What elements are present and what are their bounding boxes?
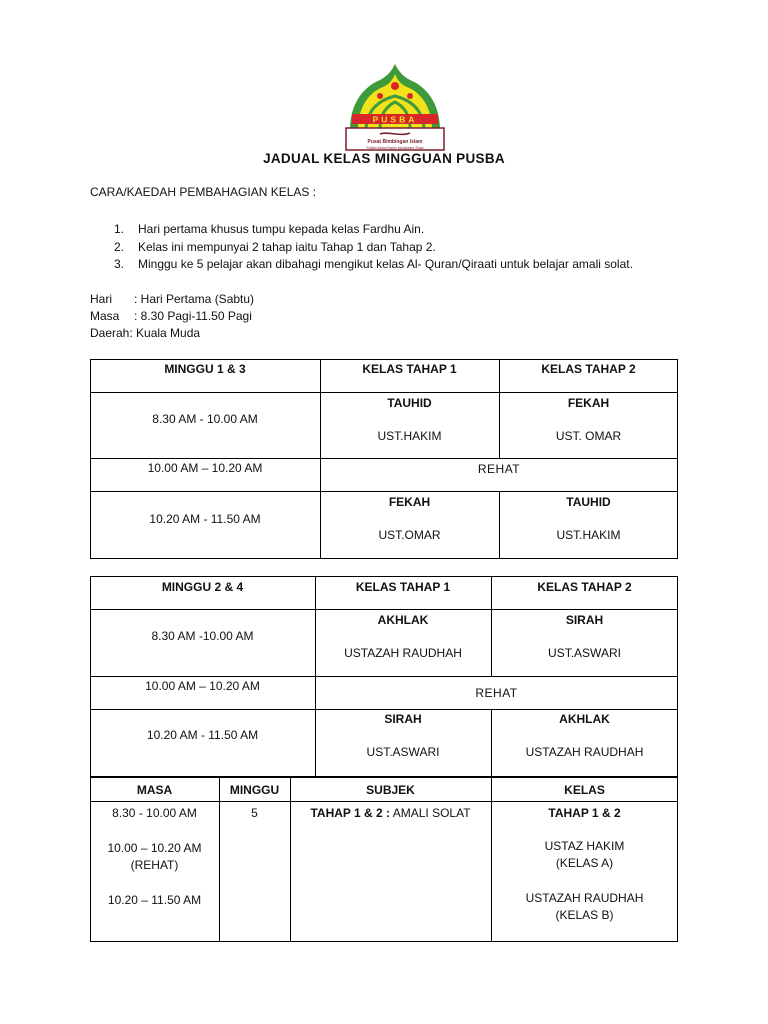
time-slot: 10.00 AM – 10.20 AM	[147, 461, 263, 475]
col-divider	[290, 776, 291, 942]
subject: TAUHID	[387, 396, 432, 410]
logo-subtitle1: Pusat Bimbingan Islam	[367, 139, 423, 145]
teacher: UST. OMAR	[555, 429, 622, 443]
col-divider	[219, 776, 220, 942]
time-slot: 10.00 AM – 10.20 AM	[145, 679, 260, 693]
masa-slot: 8.30 - 10.00 AM	[112, 806, 197, 820]
info-value: : 8.30 Pagi-11.50 Pagi	[134, 309, 252, 323]
subjek-level: TAHAP 1 & 2 :	[310, 806, 391, 820]
rule-item-3	[114, 257, 633, 271]
row-divider	[90, 676, 678, 677]
row-divider	[90, 801, 678, 802]
time-slot: 10.20 AM - 11.50 AM	[146, 728, 259, 742]
row-divider	[90, 392, 678, 393]
info-masa	[90, 309, 252, 323]
row-divider	[90, 609, 678, 610]
row-divider	[90, 458, 678, 459]
kelas-heading: TAHAP 1 & 2	[548, 806, 621, 820]
teacher: UST.ASWARI	[366, 745, 440, 759]
subject: TAUHID	[566, 495, 611, 509]
row-divider	[90, 491, 678, 492]
info-value: : Hari Pertama (Sabtu)	[134, 292, 255, 306]
row-divider	[90, 709, 678, 710]
info-daerah	[90, 326, 200, 340]
rule-number: 2.	[114, 240, 125, 254]
masa-slot: 10.00 – 10.20 AM	[107, 841, 202, 855]
pusba-logo	[340, 62, 450, 154]
rule-item-1	[114, 222, 424, 236]
subject: AKHLAK	[559, 712, 610, 726]
subjek-name: AMALI SOLAT	[390, 806, 471, 820]
rule-number: 1.	[114, 222, 125, 236]
page-title: JADUAL KELAS MINGGUAN PUSBA	[263, 151, 505, 166]
time-slot: 8.30 AM - 10.00 AM	[152, 412, 258, 426]
subject: SIRAH	[384, 712, 422, 726]
header-tahap-2: KELAS TAHAP 2	[541, 362, 636, 376]
header-minggu: MINGGU	[229, 783, 280, 797]
break-label: REHAT	[477, 462, 521, 476]
subjek-cell	[290, 806, 491, 820]
subject: SIRAH	[565, 613, 604, 627]
teacher: USTAZAH RAUDHAH	[344, 646, 462, 660]
teacher: UST.HAKIM	[377, 429, 442, 443]
rule-number: 3.	[114, 257, 125, 271]
time-slot: 10.20 AM - 11.50 AM	[149, 512, 261, 526]
row-divider	[90, 776, 678, 778]
teacher: UST.HAKIM	[556, 528, 621, 542]
kelas-group: (KELAS A)	[555, 856, 614, 870]
logo-subtitle2: Sultan Abdul Halim Mu'adzam Shah	[366, 146, 424, 150]
info-label: Hari	[90, 292, 113, 306]
teacher: UST.OMAR	[378, 528, 441, 542]
teacher: UST.ASWARI	[548, 646, 621, 660]
info-hari	[90, 292, 254, 306]
info-label: Daerah	[90, 326, 130, 340]
intro-heading: CARA/KAEDAH PEMBAHAGIAN KELAS :	[90, 185, 317, 199]
teacher: USTAZAH RAUDHAH	[525, 745, 644, 759]
masa-break: (REHAT)	[130, 858, 179, 872]
masa-slot: 10.20 – 11.50 AM	[107, 893, 202, 907]
rule-item-2	[114, 240, 436, 254]
header-kelas: KELAS	[564, 783, 605, 797]
time-slot: 8.30 AM -10.00 AM	[151, 629, 254, 643]
info-value: : Kuala Muda	[129, 326, 201, 340]
rule-text: Hari pertama khusus tumpu kepada kelas Fardhu Ain.	[138, 222, 425, 236]
break-label: REHAT	[475, 686, 518, 700]
header-tahap-1: KELAS TAHAP 1	[362, 362, 457, 376]
info-label: Masa	[90, 309, 120, 323]
header-masa: MASA	[136, 783, 173, 797]
subject: FEKAH	[567, 396, 610, 410]
kelas-group: (KELAS B)	[555, 908, 614, 922]
header-tahap-2: KELAS TAHAP 2	[537, 580, 632, 594]
header-week: MINGGU 1 & 3	[164, 362, 246, 376]
kelas-teacher: USTAZ HAKIM	[544, 839, 625, 853]
logo-name: PUSBA	[372, 114, 418, 125]
header-tahap-1: KELAS TAHAP 1	[355, 580, 451, 594]
rule-text: Kelas ini mempunyai 2 tahap iaitu Tahap 1 dan Tahap 2.	[138, 240, 436, 254]
header-week: MINGGU 2 & 4	[161, 580, 244, 594]
header-subjek: SUBJEK	[366, 783, 415, 797]
rule-text: Minggu ke 5 pelajar akan dibahagi mengikut kelas Al- Quran/Qiraati untuk belajar amali solat.	[138, 257, 633, 271]
kelas-teacher: USTAZAH RAUDHAH	[525, 891, 644, 905]
minggu-value: 5	[251, 806, 258, 820]
subject: AKHLAK	[377, 613, 429, 627]
subject: FEKAH	[388, 495, 431, 509]
